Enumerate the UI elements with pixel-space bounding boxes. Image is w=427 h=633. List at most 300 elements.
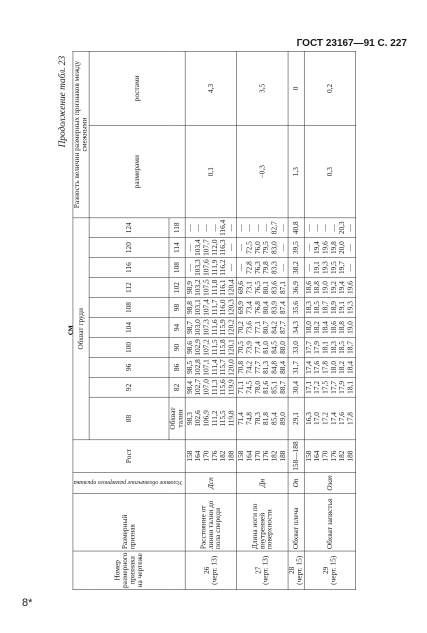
col-header-chest: 92 [89, 377, 169, 397]
row-values-col [237, 278, 288, 298]
table-cell-value: 19,3 [346, 301, 355, 314]
table-cell-value: 77,1 [254, 321, 262, 334]
row-drawing-ref: (черт. 13) [210, 555, 219, 585]
table-cell-value: 18,7 [321, 301, 330, 314]
row-param: Расстояние от линии талии до пола спереди [185, 494, 236, 551]
table-cell-value: 111,6 [210, 319, 219, 336]
table-cell-value: 102,9 [194, 339, 203, 356]
row-heights [185, 440, 236, 473]
row-values-col [304, 357, 355, 377]
table-cell-value: 17,7 [304, 341, 313, 354]
table-cell-value: 18,5 [338, 341, 347, 354]
table-cell-value: 112,0 [210, 239, 219, 256]
table-cell-value: 18,4 [321, 321, 330, 334]
col-header-chest: 116 [89, 258, 169, 278]
table-cell-value: 116,4 [219, 219, 228, 236]
table-cell-value: 164 [313, 450, 322, 462]
table-cell-value: — [210, 224, 219, 232]
table-cell-value: 73,4 [245, 301, 254, 314]
row-values-col [304, 397, 355, 439]
col-header-chest: 104 [89, 318, 169, 338]
row-values-col [237, 337, 288, 357]
table-cell-value: 18,0 [304, 321, 313, 334]
table-cell-value: 107,3 [202, 319, 211, 336]
table-cell-value: 19,6 [321, 241, 330, 255]
table-cell-value: 85,4 [270, 412, 279, 425]
table-cell-value: 116,0 [219, 299, 228, 316]
table-cell-value: 20,0 [338, 241, 347, 255]
table-cell-value: 111,8 [210, 279, 219, 296]
table-cell-value: 103,4 [194, 239, 203, 256]
page-header-standard: ГОСТ 23167—91 С. 227 [296, 38, 407, 49]
col-header-waist: 114 [169, 238, 185, 258]
table-cell-value: 20,3 [338, 221, 347, 235]
row-param: Длина ноги по внутренней поверхности [237, 494, 288, 551]
table-cell-value: — [202, 224, 211, 232]
table-cell-value: 120,2 [227, 319, 236, 336]
table-cell-value: 81,8 [262, 412, 271, 425]
table-cell-value: 17,8 [321, 361, 330, 374]
table-cell-value: 83,6 [270, 281, 279, 294]
table-cell-value: 80,7 [262, 321, 271, 334]
row-heights [237, 440, 288, 473]
table-cell-value: 17,2 [313, 380, 322, 394]
table-cell-value: 77,4 [254, 341, 262, 354]
table-cell-value: 17,4 [329, 412, 338, 425]
table-cell-value: 103,0 [194, 319, 203, 336]
row-param: Обхват плеча [288, 494, 304, 551]
table-cell-value: 19,2 [329, 281, 338, 294]
table-cell-value: 77,7 [254, 361, 262, 374]
table-cell-value: 19,0 [321, 281, 330, 294]
row-number-value: 26 [203, 566, 211, 574]
table-cell-value: — [237, 263, 246, 272]
table-cell-value: 19,4 [338, 281, 347, 294]
table-cell-value: 111,9 [210, 259, 219, 276]
table-cell-value: 17,0 [313, 412, 322, 425]
table-cell-value: 158 [237, 450, 246, 462]
table-cell-value: 18,8 [338, 321, 347, 334]
col-header-chest: 124 [89, 218, 169, 238]
table-cell-value: — [279, 224, 287, 232]
table-cell-value: 19,8 [329, 241, 338, 255]
table-cell-value: 81,3 [262, 361, 271, 374]
row-values-col [237, 397, 288, 439]
row-values-col [237, 298, 288, 318]
table-cell-value: — [321, 224, 330, 232]
table-cell-value: 18,3 [304, 301, 313, 314]
col-header-waist: 102 [169, 278, 185, 298]
table-cell-value: 158 [185, 450, 194, 462]
table-cell-value: — [245, 224, 254, 232]
table-cell-value: 170 [321, 450, 330, 462]
table-cell-value: 103,1 [194, 299, 203, 316]
table-cell-value: — [237, 243, 246, 252]
row-values-col [288, 357, 304, 377]
table-cell-value: 34,3 [291, 321, 300, 334]
table-cell-value: 115,8 [219, 339, 228, 356]
table-cell-value: 107,7 [202, 239, 211, 256]
col-header-waist: 94 [169, 318, 185, 338]
row-number-value: 27 [254, 566, 263, 574]
table-cell-value: — [254, 224, 262, 232]
table-cell-value: — [329, 224, 338, 232]
table-cell-value: 18,0 [329, 361, 338, 374]
col-header-waist: 86 [169, 357, 185, 377]
table-cell-value: 69,6 [237, 281, 246, 294]
table-cell-value: 38,2 [291, 261, 300, 275]
table-cell-value: 17,9 [338, 380, 347, 394]
table-cell-value: 17,7 [329, 380, 338, 394]
table-cell-value: 119,9 [227, 379, 236, 396]
table-cell-value: — [346, 243, 355, 252]
table-row [237, 51, 288, 590]
table-cell-value: 89,0 [279, 412, 287, 425]
table-cell-value: — [279, 263, 287, 272]
col-header-waist-group: Обхват талии [169, 397, 185, 439]
table-cell-value: 17,4 [304, 361, 313, 374]
table-cell-value: 98,4 [185, 380, 194, 394]
row-values-col [185, 298, 236, 318]
row-values-col [185, 318, 236, 338]
table-cell-value: 80,4 [262, 301, 271, 314]
table-cell-value: 115,7 [219, 359, 228, 376]
table-cell-value: 73,1 [245, 281, 254, 294]
table-cell-value: 17,9 [313, 341, 322, 354]
table-cell-value: 98,8 [185, 301, 194, 314]
table-cell-value: 19,3 [321, 261, 330, 275]
row-heights [304, 440, 355, 473]
row-values-col [237, 377, 288, 397]
table-cell-value: 40,8 [291, 221, 300, 235]
table-cell-value: 69,9 [237, 301, 246, 314]
col-header-param: Размерный признак [73, 494, 185, 551]
table-cell-value: — [279, 243, 287, 252]
table-cell-value: 103,2 [194, 279, 203, 296]
table-cell-value: 19,4 [313, 241, 322, 255]
table-cell-value: 71,1 [237, 380, 246, 394]
table-cell-value: 116,1 [219, 279, 228, 296]
row-diff-sizes: 0,3 [304, 125, 355, 217]
row-number [237, 551, 288, 590]
table-cell-value: 88,4 [279, 361, 287, 374]
table-cell-value: 83,3 [270, 261, 279, 275]
col-header-symbol: Условное обозначение размерного признака [73, 472, 185, 493]
table-cell-value: 188 [227, 450, 236, 462]
row-values-col [237, 238, 288, 258]
row-values-col [237, 218, 288, 238]
table-cell-value: 158—188 [291, 441, 300, 471]
table-cell-value: 19,1 [313, 261, 322, 275]
table-cell-value: 17,6 [338, 412, 347, 425]
table-cell-value: 170 [202, 450, 211, 462]
table-cell-value: 31,7 [291, 361, 300, 374]
table-cell-value: 70,8 [237, 361, 246, 374]
table-cell-value: 111,2 [210, 410, 219, 427]
table-cell-value: 73,6 [245, 321, 254, 334]
table-cell-value: 82,7 [270, 221, 279, 235]
table-caption: Продолжение табл. 23 [57, 55, 68, 148]
table-cell-value: 19,5 [329, 261, 338, 275]
table-cell-value: 72,5 [245, 241, 254, 255]
row-values-col [304, 337, 355, 357]
table-cell-value: 182 [219, 450, 228, 462]
row-heights [288, 440, 304, 473]
table-cell-value: — [304, 263, 313, 272]
table-cell-value: 84,5 [270, 341, 279, 354]
row-diff-heights: 0 [288, 51, 304, 125]
row-number-value: 29 [322, 566, 330, 574]
col-header-diff-sizes: размерами [89, 125, 185, 217]
table-cell-value: — [313, 224, 322, 232]
table-cell-value: 70,5 [237, 341, 246, 354]
table-cell-value: 98,3 [185, 412, 194, 425]
table-cell-value: 107,5 [202, 279, 211, 296]
table-cell-value: 182 [270, 450, 279, 462]
table-cell-value: 18,8 [313, 281, 322, 294]
table-cell-value: 98,9 [185, 281, 194, 294]
row-values-col [185, 337, 236, 357]
table-cell-value: 76,0 [254, 241, 262, 255]
row-number [288, 551, 304, 590]
table-cell-value: 88,0 [279, 341, 287, 354]
table-cell-value: 18,4 [346, 361, 355, 374]
row-values-col [185, 397, 236, 439]
table-cell-value: 18,7 [346, 341, 355, 354]
table-cell-value: — [304, 243, 313, 252]
col-header-diff-heights: ростами [89, 51, 185, 125]
table-cell-value: 176 [262, 450, 271, 462]
table-cell-value: — [346, 263, 355, 272]
row-values-col [237, 318, 288, 338]
table-cell-value: — [227, 263, 236, 272]
table-cell-value: 102,8 [194, 359, 203, 376]
rotated-table-sheet [57, 51, 355, 590]
table-cell-value: 33,0 [291, 341, 300, 354]
col-header-chest: 120 [89, 238, 169, 258]
row-symbol: Дн [237, 472, 288, 493]
table-cell-value: 18,6 [304, 281, 313, 294]
table-cell-value: 111,7 [210, 299, 219, 316]
table-cell-value: 115,9 [219, 319, 228, 336]
row-values-col [304, 258, 355, 278]
row-values-col [185, 377, 236, 397]
table-cell-value: 115,5 [219, 410, 228, 427]
row-values-col [185, 238, 236, 258]
table-cell-value: 111,4 [210, 359, 219, 376]
row-values-col [288, 318, 304, 338]
row-symbol: Озап [304, 472, 355, 493]
col-header-waist: 82 [169, 377, 185, 397]
table-cell-value: 78,0 [254, 380, 262, 394]
table-cell-value: 17,5 [321, 380, 330, 394]
table-cell-value: 72,8 [245, 261, 254, 275]
table-cell-value: 111,3 [210, 379, 219, 396]
row-drawing-ref: (черт. 13) [261, 555, 270, 585]
table-cell-value: 81,0 [262, 341, 271, 354]
table-cell-value: 17,1 [304, 380, 313, 394]
table-cell-value: 16,3 [304, 412, 313, 425]
row-number [304, 551, 355, 590]
table-cell-value: 84,2 [270, 321, 279, 334]
table-cell-value: 88,7 [279, 380, 287, 394]
row-values-col [288, 278, 304, 298]
table-cell-value: 83,0 [270, 241, 279, 255]
row-values-col [288, 397, 304, 439]
table-row [304, 51, 355, 590]
table-cell-value: 170 [254, 450, 262, 462]
table-cell-value: 111,5 [210, 339, 219, 356]
table-row [288, 51, 304, 590]
table-cell-value: 107,0 [202, 379, 211, 396]
table-cell-value: 102,6 [194, 410, 203, 427]
table-cell-value: 74,2 [245, 361, 254, 374]
table-cell-value: 83,9 [270, 301, 279, 314]
row-drawing-ref: (черт. 15) [295, 555, 304, 585]
table-cell-value: 87,1 [279, 281, 287, 294]
table-cell-value: 29,1 [291, 412, 300, 425]
row-values-col [288, 258, 304, 278]
table-cell-value: 120,0 [227, 359, 236, 376]
table-cell-value: 120,1 [227, 339, 236, 356]
table-cell-value: 79,5 [262, 241, 271, 255]
table-cell-value: — [185, 243, 194, 252]
row-param: Обхват запястья [304, 494, 355, 551]
row-diff-sizes: 0,1 [185, 125, 236, 217]
table-cell-value: 74,5 [245, 380, 254, 394]
row-values-col [185, 258, 236, 278]
table-cell-value: 78,3 [254, 412, 262, 425]
col-header-number: Номер размерного признака на чертеже [73, 551, 185, 590]
row-values-col [304, 218, 355, 238]
table-cell-value: — [185, 224, 194, 232]
row-values-col [185, 278, 236, 298]
row-symbol: Дсп [185, 472, 236, 493]
table-cell-value: 18,2 [313, 321, 322, 334]
table-cell-value: — [237, 224, 246, 232]
row-diff-heights: 0,2 [304, 51, 355, 125]
row-values-col [304, 278, 355, 298]
table-cell-value: 79,8 [262, 261, 271, 275]
row-drawing-ref: (черт. 15) [329, 555, 338, 585]
table-row [185, 51, 236, 590]
table-cell-value: 106,9 [202, 410, 211, 427]
col-header-chest: 100 [89, 337, 169, 357]
table-cell-value: 81,6 [262, 380, 271, 394]
table-cell-value: 70,2 [237, 321, 246, 334]
table-cell-value: 85,1 [270, 380, 279, 394]
table-cell-value: 19,6 [346, 281, 355, 294]
table-cell-value: 98,6 [185, 341, 194, 354]
table-cell-value: 107,2 [202, 339, 211, 356]
table-cell-value: 116,2 [219, 259, 228, 276]
table-cell-value: 103,3 [194, 259, 203, 276]
row-number-value: 28 [288, 566, 297, 574]
table-cell-value: 107,4 [202, 299, 211, 316]
table-cell-value: — [346, 224, 355, 232]
table-cell-value: 120,4 [227, 279, 236, 296]
table-cell-value: 76,5 [254, 281, 262, 294]
table-cell-value: — [227, 224, 236, 232]
table-cell-value: 17,2 [321, 412, 330, 425]
row-diff-sizes: 1,3 [288, 125, 304, 217]
table-cell-value: 107,6 [202, 259, 211, 276]
row-values-col [304, 238, 355, 258]
table-cell-value: — [262, 224, 271, 232]
row-values-col [304, 298, 355, 318]
table-cell-value: 115,6 [219, 379, 228, 396]
table-cell-value: 87,7 [279, 321, 287, 334]
col-header-waist: 98 [169, 298, 185, 318]
table-cell-value: 164 [194, 450, 203, 462]
col-header-chest: 112 [89, 278, 169, 298]
table-cell-value: 176 [329, 450, 338, 462]
table-cell-value: 176 [210, 450, 219, 462]
table-cell-value: 39,5 [291, 241, 300, 255]
table-cell-value: 98,7 [185, 321, 194, 334]
page-footer-mark: 8* [22, 597, 33, 609]
row-diff-heights: 4,3 [185, 51, 236, 125]
col-header-chest: 108 [89, 298, 169, 318]
row-values-col [288, 238, 304, 258]
table-cell-value: 87,4 [279, 301, 287, 314]
unit-label: см [64, 325, 75, 336]
col-header-chest-group: Обхват груди [73, 218, 89, 440]
row-diff-heights: 3,5 [237, 51, 288, 125]
col-header-waist: 108 [169, 258, 185, 278]
row-values-col [304, 377, 355, 397]
table-cell-value: 18,2 [338, 361, 347, 374]
table-cell-value: — [227, 243, 236, 252]
measurement-table [73, 51, 356, 590]
table-cell-value: 17,6 [313, 361, 322, 374]
table-cell-value: 30,4 [291, 380, 300, 394]
col-header-chest: 88 [89, 397, 169, 439]
table-cell-value: 19,7 [338, 261, 347, 275]
table-cell-value: 18,5 [313, 301, 322, 314]
table-cell-value: 102,7 [194, 379, 203, 396]
row-symbol: Оп [288, 472, 304, 493]
row-values-col [237, 258, 288, 278]
table-cell-value: 19,1 [338, 301, 347, 314]
table-cell-value: 18,6 [329, 321, 338, 334]
table-cell-value: 80,1 [262, 281, 271, 294]
row-values-col [288, 218, 304, 238]
row-values-col [304, 318, 355, 338]
table-cell-value: 76,8 [254, 301, 262, 314]
table-cell-value: 36,9 [291, 281, 300, 294]
table-cell-value: 188 [279, 450, 287, 462]
table-cell-value: 158 [304, 450, 313, 462]
table-cell-value: 18,1 [346, 380, 355, 394]
table-cell-value: — [194, 224, 203, 232]
col-header-waist: 118 [169, 218, 185, 238]
row-values-col [288, 377, 304, 397]
row-values-col [185, 218, 236, 238]
table-cell-value: 71,4 [237, 412, 246, 425]
table-cell-value: 120,3 [227, 299, 236, 316]
table-cell-value: 17,8 [346, 412, 355, 425]
table-cell-value: 84,8 [270, 361, 279, 374]
table-cell-value: 74,8 [245, 412, 254, 425]
table-cell-value: 107,1 [202, 359, 211, 376]
col-header-diff-group: Разность величин размерных признаков между смежными [73, 51, 89, 218]
table-cell-value: 73,9 [245, 341, 254, 354]
row-diff-sizes: −0,3 [237, 125, 288, 217]
table-cell-value: 18,9 [329, 301, 338, 314]
row-number [185, 551, 236, 590]
row-values-col [185, 357, 236, 377]
